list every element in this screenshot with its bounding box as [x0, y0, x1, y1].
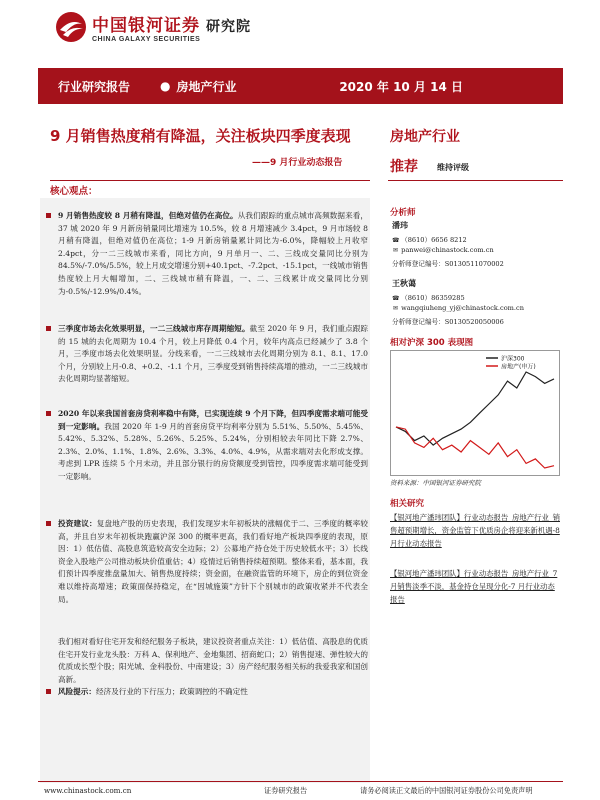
- title-divider: [50, 180, 370, 181]
- footer-center: 证券研究报告: [264, 786, 308, 795]
- bullet-lead: 9 月销售热度较 8 月稍有降温，但绝对值仍在高位。: [58, 211, 238, 220]
- analyst-email[interactable]: wangqiuheng_yj@chinastock.com.cn: [401, 304, 524, 312]
- footer-website[interactable]: www.chinastock.com.cn: [44, 786, 132, 795]
- square-bullet-icon: [46, 411, 51, 416]
- bullet-lead: 投资建议：: [58, 519, 97, 528]
- bullet-dot-icon: ●: [160, 79, 171, 93]
- related-report-link[interactable]: 【银河地产潘玮团队】行业动态报告_房地产行业_7 月销售淡季不淡，基金持仓呈现分化-7 月行业动态报告: [390, 569, 558, 604]
- logo-institute: 研究院: [206, 19, 251, 35]
- legend-label-1: 房地产(申万): [501, 363, 536, 371]
- logo-en: CHINA GALAXY SECURITIES: [92, 36, 201, 43]
- performance-chart: [390, 350, 560, 476]
- legend-label-0: 沪深300: [501, 355, 525, 363]
- related-heading: 相关研究: [390, 499, 425, 509]
- analyst-cert: 分析师登记编号：S0130511070002: [392, 260, 504, 268]
- analyst-heading: 分析师: [390, 208, 416, 218]
- phone-icon: ☎: [392, 295, 400, 302]
- logo-cn: 中国银河证券: [92, 16, 200, 36]
- analyst-email[interactable]: panwei@chinastock.com.cn: [401, 246, 494, 254]
- email-icon: ✉: [392, 305, 399, 312]
- report-title: 9 月销售热度稍有降温，关注板块四季度表现: [50, 127, 351, 145]
- related-report-link[interactable]: 【银河地产潘玮团队】行业动态报告_房地产行业_销售超预期增长，资金监管下优质房企将迎来新机遇-8 月行业动态报告: [390, 513, 560, 548]
- phone-icon: ☎: [392, 237, 400, 244]
- report-header-bar: [38, 68, 563, 104]
- core-bullet: [46, 518, 368, 606]
- analyst-phone: （8610）6656 8212: [401, 236, 467, 244]
- footer-disclaimer: 请务必阅读正文最后的中国银河证券股份公司免责声明: [360, 786, 533, 795]
- bullet-body: 我国 2020 年 1-9 月的首套房贷平均利率分别为 5.51%、5.50%、5.45%、5.42%、5.32%、5.28%、5.26%、5.25%、5.24%，分别相较去年同比下降 2.7%、2.3%、2.0%、1.1%、1.8%、2.6%、3.3%、4.0%、4.9%，从需求端对去化形成支撑。考虑到 LPR 连续 5 个月未动，并且部分银行的房贷额度受到管控，四季度需求端可能受到一定影响。: [58, 421, 368, 481]
- recommendation-text: 我们相对看好住宅开发和经纪服务子板块，建议投资者重点关注：1）低估值、高股息的优质住宅开发行业龙头股：万科 A、保利地产、金地集团、招商蛇口；2）销售提速、弹性较大的优质成长型个股；阳光城、金科股份、中南建设；3）房产经纪服务相关标的我爱我家和国创高新。: [58, 637, 368, 684]
- core-bullet: [46, 408, 368, 484]
- bullet-lead: 三季度市场去化效果明显，一二三线城市库存周期缩短。: [58, 324, 250, 333]
- risk-lead: 风险提示：: [58, 687, 96, 696]
- report-category: 行业研究报告: [58, 79, 131, 94]
- bullet-body: 截至 2020 年 9 月，我们重点跟踪的 15 城的去化周期为 10.4 个月，较上月降低 0.4 个月，较年内高点已经减少了 3.8 个月，三季度市场去化效果明显。分线来看，一二三线城市去化周期分别为 8.1、8.1、17.0 个月，分别较上月-0.8、+0.2、-1.1 个月，三季度受到销售持续高增的推动，一二三线城市去化周期均显著缩短。: [58, 324, 369, 384]
- footer-divider: [38, 781, 563, 782]
- analyst-name: 王秋蔼: [392, 279, 416, 288]
- square-bullet-icon: [46, 213, 51, 218]
- email-icon: ✉: [392, 247, 399, 254]
- risk-body: 经济及行业的下行压力；政策调控的不确定性: [95, 687, 248, 696]
- bullet-body: 复盘地产股的历史表现，我们发现岁末年初板块的涨幅优于二、三季度的概率较高，并且自岁末年初板块跑赢沪深 300 的概率更高，我们看好地产板块四季度的表现，原因：1）低估值、高股息筑造较高安全边际；2）公募地产持仓处于历史较低水平；3）长线资金入股地产公司推动板块价值重估；4）疫情过后销售持续超预期。整体来看，基本面，我们预计四季度推盘量加大、销售热度持续；资金面，在融资监管的环境下，房企的到位资金难以维持高增速；政策面保持稳定，在“因城施策”方针下个别城市的政策收紧并不代表全局。: [58, 519, 369, 604]
- analyst-name: 潘玮: [392, 221, 408, 230]
- sidebar-divider: [388, 180, 563, 181]
- analyst-phone: （8610）86359285: [401, 294, 465, 302]
- bullet-body: 从我们跟踪的重点城市高频数据来看，37 城 2020 年 9 月新房销量同比增速为 10.5%，较 8 月增速减少 3.4pct，9 月市场较 8 月稍有降温，但绝对值仍在高位；1-9 月新房销量累计同比为-6.0%，降幅较上月收窄 2.4pct，分一二三线城市来看，同比方向，9 月单月一、二、三线成交量同比分别为 84.5%/-7.0%/5.5%，较上月成交增速分别+40.1pct、-7.2pct、-15.1pct，一线城市销售热度较上月大幅增加，二、三线城市稍有降温，一、二、三线累计成交量同比分别为-0.5%/-12.9%/0.4%。: [58, 211, 369, 296]
- analyst-cert: 分析师登记编号：S0130520050006: [392, 318, 504, 326]
- bullet-lead: 2020 年以来我国首套房贷利率稳中有降，已实现连续 9 个月下降，但四季度需求端可能受到一定影响。: [58, 409, 368, 431]
- risk-warning: [46, 686, 368, 699]
- core-bullet: [46, 210, 368, 298]
- report-sector: 房地产行业: [176, 79, 237, 94]
- core-bullet: [46, 323, 368, 386]
- sector-label: 房地产行业: [390, 129, 460, 145]
- chart-source: 资料来源：中国银河证券研究院: [390, 479, 481, 487]
- core-heading: 核心观点：: [50, 186, 98, 197]
- chart-heading: 相对沪深 300 表现图: [390, 338, 474, 348]
- rating-value: 维持评级: [437, 162, 469, 172]
- company-logo: [54, 10, 251, 44]
- report-date: 2020 年 10 月 14 日: [339, 79, 463, 94]
- rating-label: 推荐: [390, 159, 418, 175]
- square-bullet-icon: [46, 521, 51, 526]
- report-subtitle: ——9 月行业动态报告: [252, 158, 343, 168]
- square-bullet-icon: [46, 326, 51, 331]
- galaxy-logo-icon: [54, 10, 88, 44]
- square-bullet-icon: [46, 689, 51, 694]
